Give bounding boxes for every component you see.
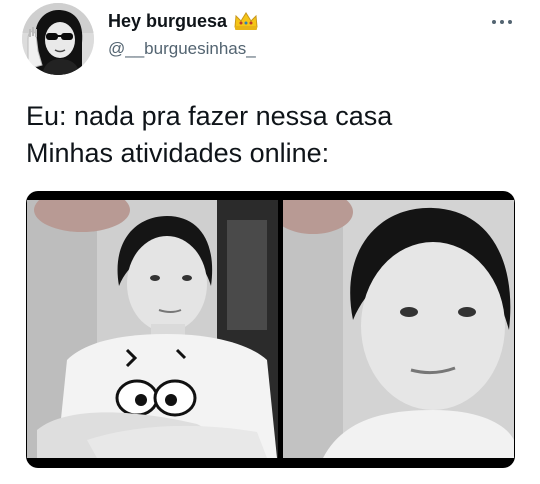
user-header (108, 10, 259, 59)
display-name[interactable]: Hey burguesa (108, 10, 228, 31)
media-image-left[interactable] (27, 200, 278, 458)
crown-icon (233, 11, 259, 31)
more-button[interactable] (484, 12, 520, 32)
tweet-text (26, 98, 516, 172)
avatar-photo (22, 3, 94, 75)
tweet-media[interactable] (26, 191, 515, 468)
tweet-text-line: Minhas atividades online: (26, 138, 330, 168)
media-image-right[interactable] (283, 200, 514, 458)
display-name-row (108, 10, 259, 32)
user-handle[interactable]: @__burguesinhas_ (108, 39, 256, 58)
avatar[interactable] (22, 3, 94, 75)
tweet-text-line: Eu: nada pra fazer nessa casa (26, 101, 393, 131)
more-horizontal-icon (490, 18, 514, 26)
kid-arms-crossed-image (27, 200, 278, 458)
kid-closeup-image (283, 200, 514, 458)
